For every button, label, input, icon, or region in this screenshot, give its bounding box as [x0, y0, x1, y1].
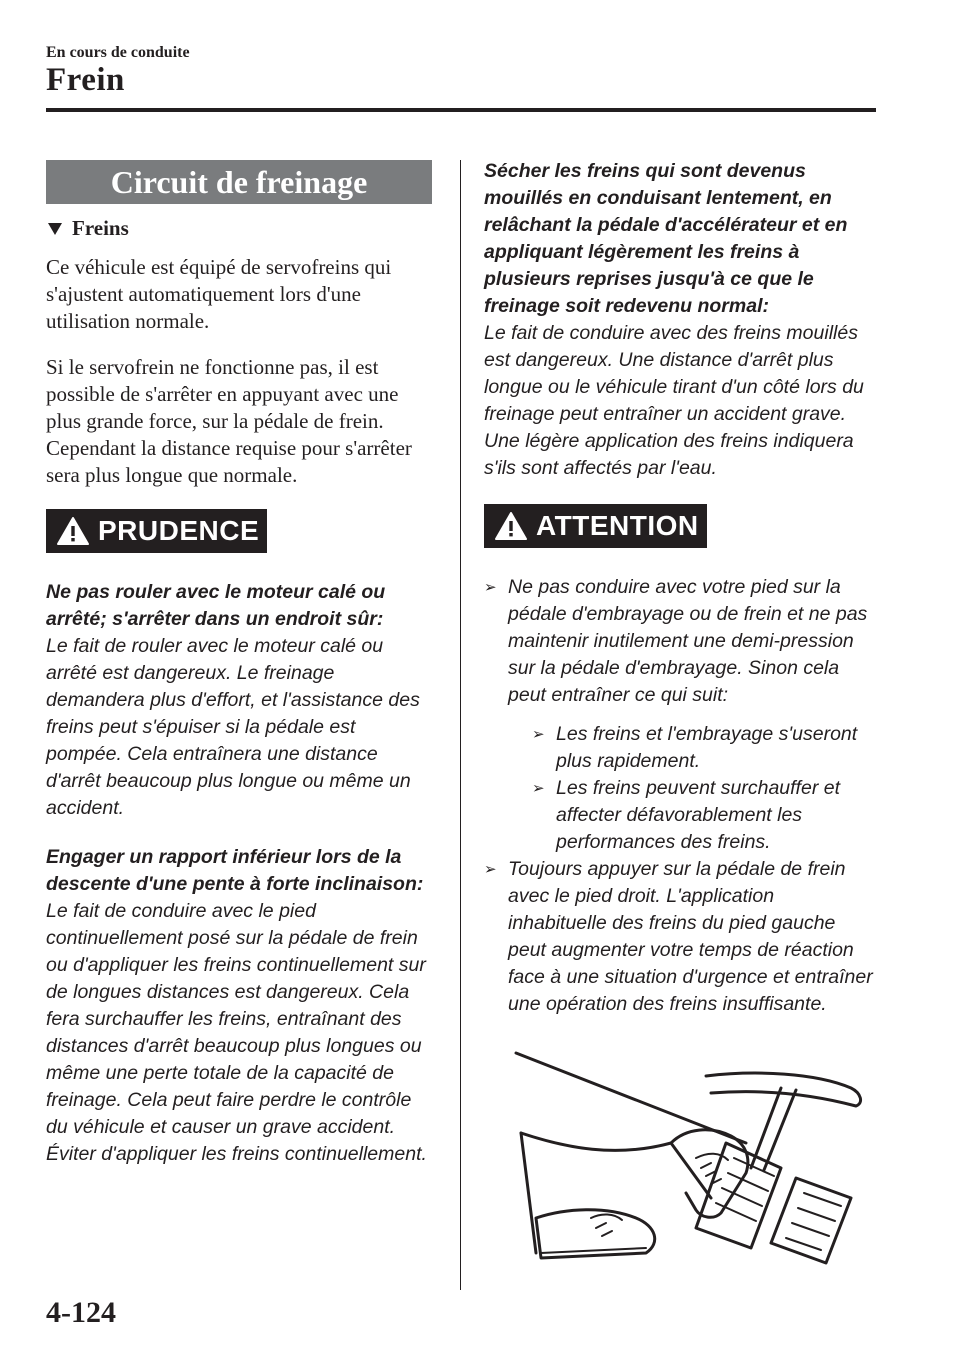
list-item-text: Les freins peuvent surchauffer et affecter défavorablement les performances des freins.	[556, 777, 840, 853]
arrowhead-bullet-icon: ➢	[484, 579, 497, 596]
list-item	[484, 574, 876, 856]
arrowhead-bullet-icon: ➢	[532, 780, 545, 797]
warning-triangle-icon	[494, 511, 528, 541]
left-column	[46, 160, 432, 1168]
attention-label-box	[484, 504, 707, 548]
caution-heading: Sécher les freins qui sont devenus mouillés en conduisant lentement, en relâchant la pédale d'accélérateur et en appliquant légèrement les freins à plusieurs reprises jusqu'à ce que le freinage soit redevenu normal:	[484, 160, 848, 317]
list-item-text: Toujours appuyer sur la pédale de frein avec le pied droit. L'application inhabituelle des freins du pied gauche peut augmenter votre temps de réaction face à une situation d'urgence et entraîner une opération des freins insuffisante.	[508, 858, 873, 1015]
warning-triangle-icon	[56, 516, 90, 546]
header-rule	[46, 108, 876, 112]
list-item	[532, 775, 876, 856]
triangle-down-icon	[48, 223, 62, 235]
caution-heading: Engager un rapport inférieur lors de la descente d'une pente à forte inclinaison:	[46, 846, 424, 895]
sub-list	[508, 721, 876, 856]
caution-text: Le fait de conduire avec le pied continuellement posé sur la pédale de frein ou d'appliquer les freins continuellement sur de longues distances est dangereux. Cela fera surchauffer les freins, entraînant des distances d'arrêt beaucoup plus longues ou même une perte totale de la capacité de freinage. Cela peut faire perdre le contrôle du véhicule et causer un grave accident. Éviter d'appliquer les freins continuellement.	[46, 900, 427, 1165]
attention-label: ATTENTION	[536, 510, 699, 541]
pedal-illustration	[496, 1048, 876, 1268]
chapter-title: Frein	[46, 62, 125, 98]
arrowhead-bullet-icon: ➢	[532, 726, 545, 743]
caution-label-box	[46, 509, 267, 553]
arrowhead-bullet-icon: ➢	[484, 861, 497, 878]
caution-label: PRUDENCE	[98, 515, 260, 546]
section-banner: Circuit de freinage	[46, 160, 432, 204]
caution-text: Le fait de rouler avec le moteur calé ou arrêté est dangereux. Le freinage demandera plus d'effort, et l'assistance des freins peut s'épuiser si la pédale est pompée. Cela entraînera une distance d'arrêt beaucoup plus longue ou même un accident.	[46, 635, 420, 819]
list-item-text: Ne pas conduire avec votre pied sur la pédale d'embrayage ou de frein et ne pas maintenir inutilement une demi-pression sur la pédale d'embrayage. Sinon cela peut entraîner ce qui suit:	[508, 576, 868, 706]
list-item	[484, 856, 876, 1018]
caution-heading: Ne pas rouler avec le moteur calé ou arrêté; s'arrêter dans un endroit sûr:	[46, 581, 386, 630]
attention-list	[484, 574, 876, 1018]
list-item	[532, 721, 876, 775]
right-column	[484, 158, 876, 1018]
caution-text: Le fait de conduire avec des freins mouillés est dangereux. Une distance d'arrêt plus longue ou le véhicule tirant d'un côté lors du freinage peut entraîner un accident grave. Une légère application des freins indiquera s'ils sont affectés par l'eau.	[484, 322, 864, 479]
list-item-text: Les freins et l'embrayage s'useront plus rapidement.	[556, 723, 858, 772]
paragraph: Ce véhicule est équipé de servofreins qui s'ajustent automatiquement lors d'une utilisation normale.	[46, 255, 392, 333]
page-number: 4-124	[46, 1296, 116, 1329]
paragraph: Si le servofrein ne fonctionne pas, il est possible de s'arrêter en appuyant avec une plus grande force, sur la pédale de frein. Cependant la distance requise pour s'arrêter sera plus longue que normale.	[46, 355, 412, 487]
column-divider	[460, 160, 461, 1290]
subheading-label: Freins	[72, 216, 129, 240]
subheading	[46, 216, 432, 241]
section-title: En cours de conduite	[46, 44, 190, 61]
